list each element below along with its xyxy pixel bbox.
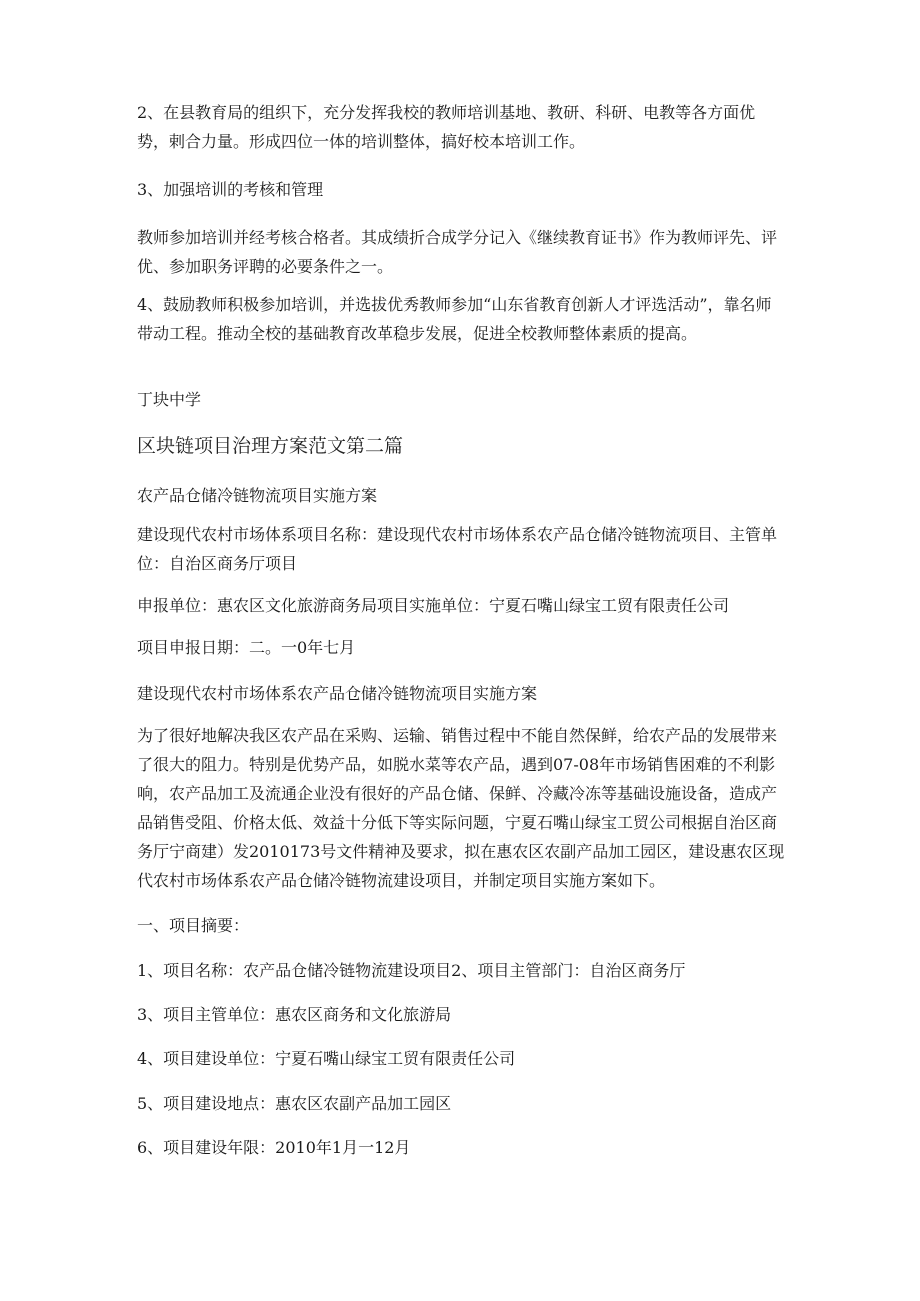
paragraph-encourage-training: 4、鼓励教师积极参加培训，并选拔优秀教师参加“山东省教育创新人才评选活动”，靠名师带动工程。推动全校的基础教育改革稳步发展，促进全校教师整体素质的提高。: [137, 295, 772, 343]
application-date: 项目申报日期：二。一0年七月: [137, 638, 356, 657]
paragraph-assessment-heading: 3、加强培训的考核和管理: [137, 180, 324, 199]
item-project-name: 1、项目名称：农产品仓储冷链物流建设项目2、项目主管部门：自治区商务厅: [137, 961, 686, 980]
item-construction-site: 5、项目建设地点：惠农区农副产品加工园区: [137, 1094, 452, 1113]
paragraph-training-base: 2、在县教育局的组织下，充分发挥我校的教师培训基地、教研、科研、电教等各方面优势，剌合力量。形成四位一体的培训整体，搞好校本培训工作。: [137, 103, 756, 151]
item-construction-unit: 4、项目建设单位：宁夏石嘴山绿宝工贸有限责任公司: [137, 1049, 516, 1068]
school-signature: 丁块中学: [137, 390, 202, 409]
summary-heading: 一、项目摘要：: [137, 916, 250, 935]
implementation-plan-title: 建设现代农村市场体系农产品仓储冷链物流项目实施方案: [137, 684, 538, 703]
background-paragraph: 为了很好地解决我区农产品在采购、运输、销售过程中不能自然保鲜，给农产品的发展带来了很大的阻力。特别是优势产品，如脱水菜等农产品，遇到07-08年市场销售困难的不利影响，农产品加工及流通企业没有很好的产品仓储、保鲜、冷藏冷冻等基础设施设备，造成产品销售受阻、价格太低、效益十分低下等实际问题，宁夏石嘴山绿宝工贸公司根据自治区商务厅宁商建）发2010173号文件精神及要求，拟在惠农区农副产品加工园区，建设惠农区现代农村市场体系农产品仓储冷链物流建设项目，并制定项目实施方案如下。: [137, 726, 785, 890]
project-name-line: 建设现代农村市场体系项目名称：建设现代农村市场体系农产品仓储冷链物流项目、主管单位：自治区商务厅项目: [137, 525, 778, 573]
paragraph-assessment-body: 教师参加培训并经考核合格者。其成绩折合成学分记入《继续教育证书》作为教师评先、评优、参加职务评聘的必要条件之一。: [137, 228, 778, 276]
project-title: 农产品仓储冷链物流项目实施方案: [137, 486, 378, 505]
section-title: 区块链项目治理方案范文第二篇: [137, 435, 404, 457]
item-construction-period: 6、项目建设年限：2010年1月一12月: [137, 1138, 411, 1157]
applicant-line: 申报单位：惠农区文化旅游商务局项目实施单位：宁夏石嘴山绿宝工贸有限责任公司: [137, 596, 730, 615]
item-supervising-unit: 3、项目主管单位：惠农区商务和文化旅游局: [137, 1005, 452, 1024]
